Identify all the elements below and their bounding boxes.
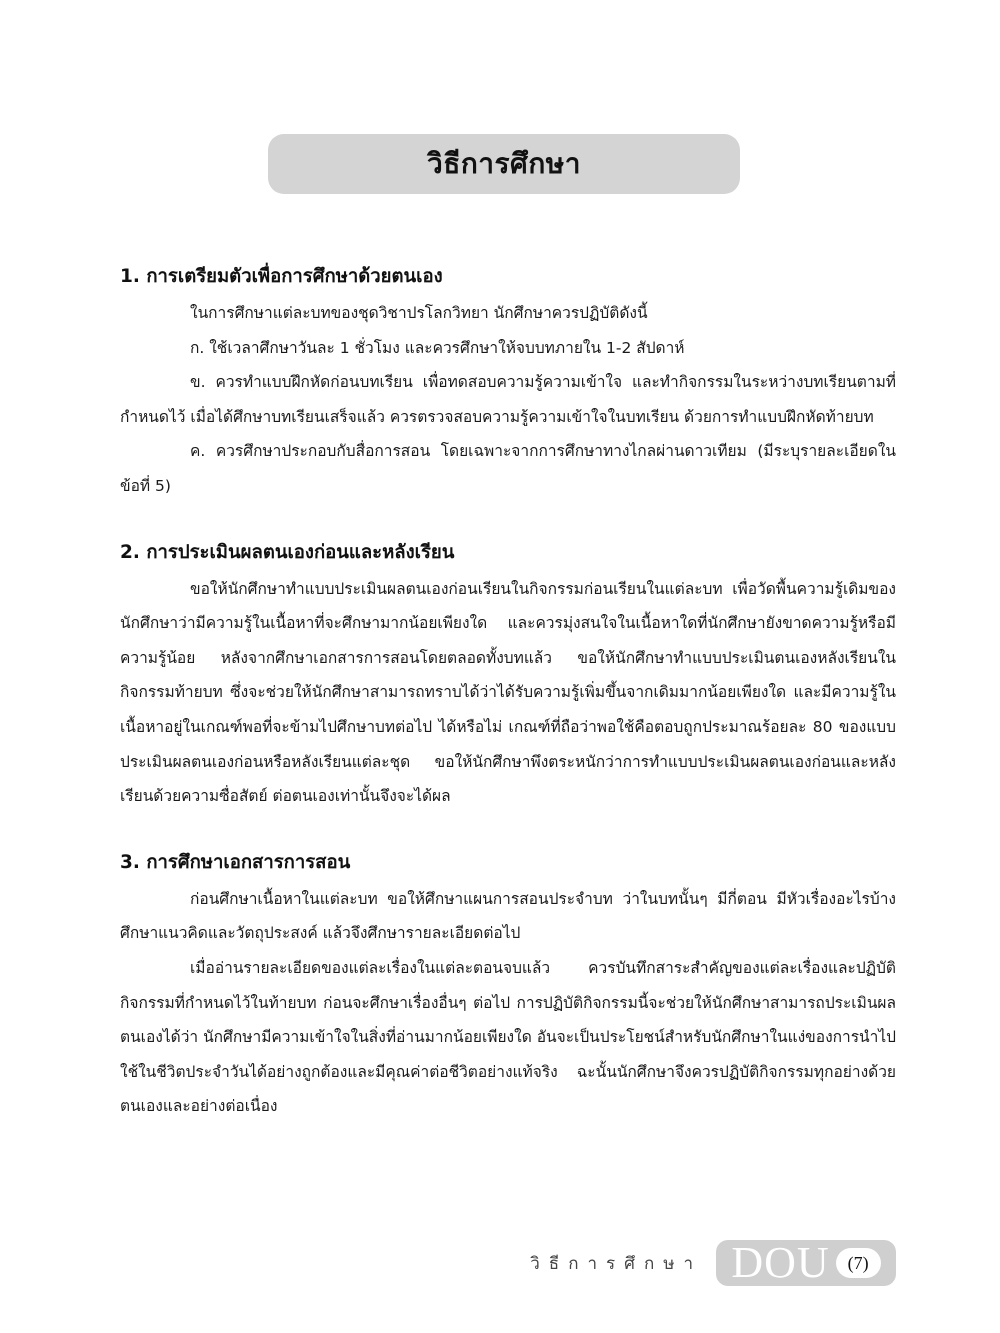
paragraph: ค. ควรศึกษาประกอบกับสื่อการสอน โดยเฉพาะจากการศึกษาทางไกลผ่านดาวเทียม (มีระบุรายละเอียดในข้อที่ 5) (120, 442, 896, 495)
paragraph: ก่อนศึกษาเนื้อหาในแต่ละบท ขอให้ศึกษาแผนการสอนประจำบท ว่าในบทนั้นๆ มีกี่ตอน มีหัวเรื่องอะไรบ้าง ศึกษาแนวคิดและวัตถุประสงค์ แล้วจึงศึกษารายละเอียดต่อไป (120, 889, 896, 943)
page-title: วิธีการศึกษา (427, 147, 581, 180)
page-title-box (268, 134, 740, 194)
main-content (120, 258, 896, 1124)
page-footer (530, 1240, 896, 1286)
running-title: วิธีการศึกษา (530, 1253, 702, 1274)
dou-logo-badge (716, 1240, 896, 1286)
section-heading: 3. การศึกษาเอกสารการสอน (120, 851, 351, 873)
section-preparation (120, 258, 896, 504)
paragraph: ขอให้นักศึกษาทำแบบประเมินผลตนเองก่อนเรียนในกิจกรรมก่อนเรียนในแต่ละบท เพื่อวัดพื้นความรู้เดิมของนักศึกษาว่ามีความรู้ในเนื้อหาที่จะศึกษามากน้อยเพียงใด และควรมุ่งสนใจในเนื้อหาใดที่นักศึกษายังขาดความรู้หรือมีความรู้น้อย หลังจากศึกษาเอกสารการสอนโดยตลอดทั้งบทแล้ว ขอให้นักศึกษาทำแบบประเมินตนเองหลังเรียนในกิจกรรมท้ายบท ซึ่งจะช่วยให้นักศึกษาสามารถทราบได้ว่าได้รับความรู้เพิ่มขึ้นจากเดิมมากน้อยเพียงใด และมีความรู้ในเนื้อหาอยู่ในเกณฑ์พอที่จะข้ามไปศึกษาบทต่อไป ได้หรือไม่ เกณฑ์ที่ถือว่าพอใช้คือตอบถูกประมาณร้อยละ 80 ของแบบประเมินผลตนเองก่อนหรือหลังเรียนแต่ละชุด ขอให้นักศึกษาพึงตระหนักว่าการทำแบบประเมินผลตนเองก่อนและหลังเรียนด้วยความซื่อสัตย์ ต่อตนเองเท่านั้นจึงจะได้ผล (120, 579, 896, 806)
paragraph: ในการศึกษาแต่ละบทของชุดวิชาปรโลกวิทยา นักศึกษาควรปฏิบัติดังนี้ (190, 304, 648, 322)
paragraph: ก. ใช้เวลาศึกษาวันละ 1 ชั่วโมง และควรศึกษาให้จบบทภายใน 1-2 สัปดาห์ (190, 338, 685, 357)
section-study-materials (120, 844, 896, 1124)
dou-logo: DOU (731, 1238, 830, 1287)
section-self-assessment (120, 534, 896, 814)
section-heading: 1. การเตรียมตัวเพื่อการศึกษาด้วยตนเอง (120, 266, 443, 287)
page-number: (7) (836, 1248, 881, 1278)
section-heading: 2. การประเมินผลตนเองก่อนและหลังเรียน (120, 541, 455, 563)
paragraph: เมื่ออ่านรายละเอียดของแต่ละเรื่องในแต่ละตอนจบแล้ว ควรบันทึกสาระสำคัญของแต่ละเรื่องและปฏิบัติกิจกรรมที่กำหนดไว้ในท้ายบท ก่อนจะศึกษาเรื่องอื่นๆ ต่อไป การปฏิบัติกิจกรรมนี้จะช่วยให้นักศึกษาสามารถประเมินผลตนเองได้ว่า นักศึกษามีความเข้าใจในสิ่งที่อ่านมากน้อยเพียงใด อันจะเป็นประโยชน์สำหรับนักศึกษาในแง่ของการนำไปใช้ในชีวิตประจำวันได้อย่างถูกต้องและมีคุณค่าต่อชีวิตอย่างแท้จริง ฉะนั้นนักศึกษาจึงควรปฏิบัติกิจกรรมทุกอย่างด้วยตนเองและอย่างต่อเนื่อง (120, 958, 896, 1116)
paragraph: ข. ควรทำแบบฝึกหัดก่อนบทเรียน เพื่อทดสอบความรู้ความเข้าใจ และทำกิจกรรมในระหว่างบทเรียนตามที่กำหนดไว้ เมื่อได้ศึกษาบทเรียนเสร็จแล้ว ควรตรวจสอบความรู้ความเข้าใจในบทเรียน ด้วยการทำแบบฝึกหัดท้ายบท (120, 373, 896, 426)
